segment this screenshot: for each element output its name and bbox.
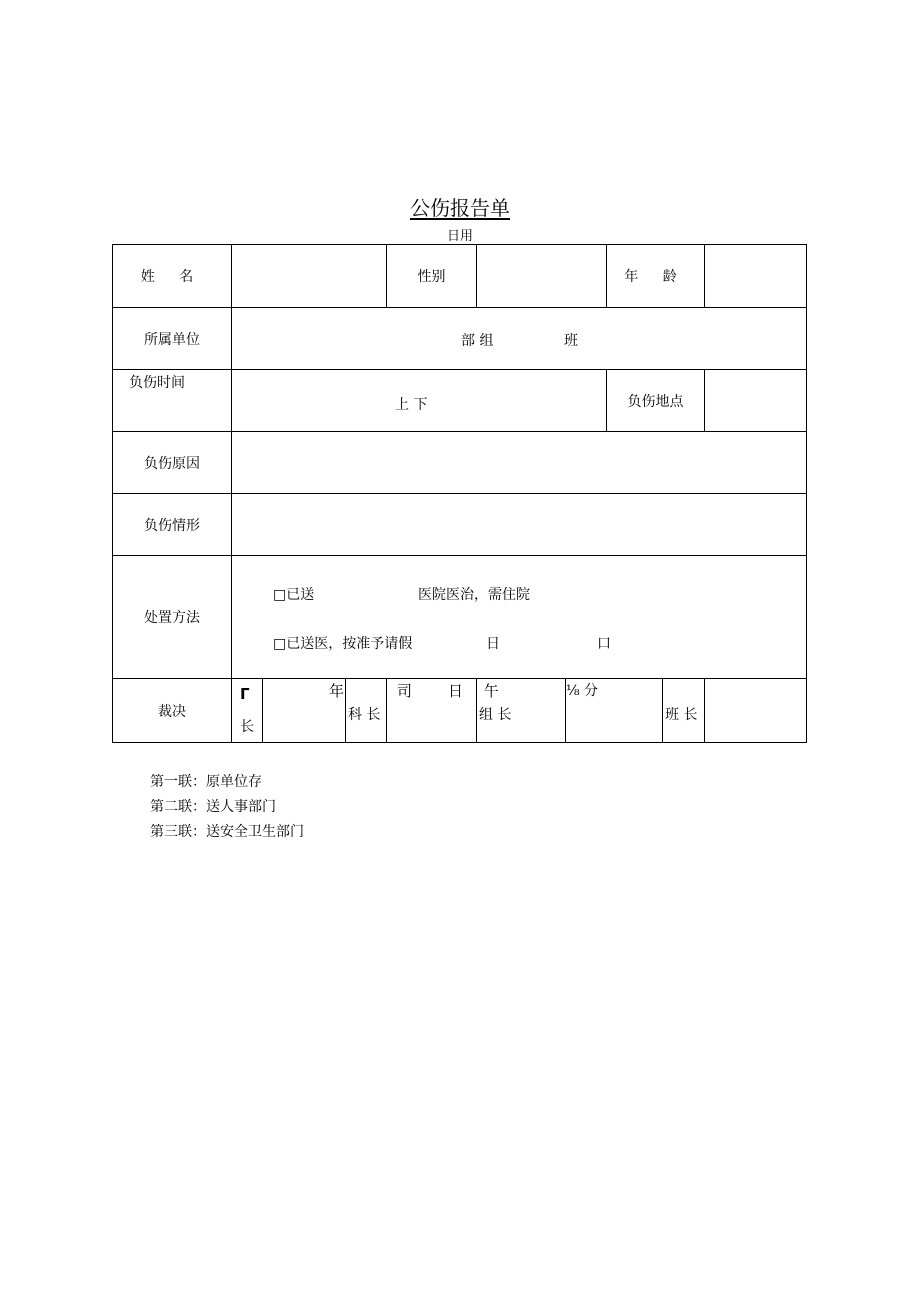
condition-label: 负伤情形 [113,494,232,556]
treatment-leave-checkbox[interactable]: □已送医，按准予请假 [273,636,413,652]
gender-field[interactable] [477,245,607,308]
injury-place-field[interactable] [705,370,807,432]
form-title: 公伤报告单 [410,196,510,220]
table-row [113,494,807,556]
day-noon-text: 日 午 [448,682,507,700]
am-pm-text: 上 下 [395,397,428,413]
group-chief-text: 组 长 [479,707,512,723]
injury-time-label: 负伤时间 [129,375,185,391]
section-chief-text: 科 长 [348,707,381,723]
cause-label: 负伤原因 [113,432,232,494]
age-label: 年 龄 [607,245,705,308]
form-subtitle: 日用 [446,229,473,244]
gender-label: 性别 [387,245,477,308]
si-text: 司 [397,682,413,700]
note-copy-3: 第三联：送安全卫生部门 [150,824,304,840]
name-label: 姓 名 [113,245,232,308]
injury-time-field[interactable] [232,370,607,432]
condition-field[interactable] [232,494,807,556]
team-chief-text: 班 长 [665,707,698,723]
table-row [113,556,807,679]
treatment-field [232,556,807,679]
section-chief-cell [346,679,387,743]
group-chief-cell [477,679,566,743]
team-sign-field[interactable] [705,679,807,743]
unit-field[interactable] [232,308,807,370]
injury-time-label-cell [113,370,232,432]
ruling-label: 裁决 [113,679,232,743]
injury-report-table [112,244,807,743]
treatment-sent-checkbox[interactable]: □已送 [273,587,315,603]
note-copy-1: 第一联：原单位存 [150,774,262,790]
table-row [113,679,807,743]
distribution-notes [150,770,304,845]
table-row [113,245,807,308]
table-row [113,432,807,494]
unit-dept-group-text: 部 组 [461,333,494,349]
treatment-hospital-text: 医院医治，需住院 [418,587,530,603]
factory-sign-field[interactable] [263,679,346,743]
age-field[interactable] [705,245,807,308]
unit-label: 所属单位 [113,308,232,370]
group-sign-field[interactable] [566,679,663,743]
team-chief-cell [663,679,705,743]
table-row [113,370,807,432]
treatment-day-text: 日 [486,636,500,652]
table-row [113,308,807,370]
name-field[interactable] [232,245,387,308]
unit-team-text: 班 [564,333,578,349]
injury-place-label: 负伤地点 [607,370,705,432]
treatment-mouth-text: 口 [597,636,611,652]
factory-chief-cell [232,679,263,743]
factory-mark-text: Γ [240,685,250,703]
note-copy-2: 第二联：送人事部门 [150,799,276,815]
fen-text: ⅛ 分 [566,683,599,699]
year-text: 年 [329,682,345,700]
treatment-label: 处置方法 [113,556,232,679]
cause-field[interactable] [232,432,807,494]
factory-chief-text: 长 [240,719,254,735]
